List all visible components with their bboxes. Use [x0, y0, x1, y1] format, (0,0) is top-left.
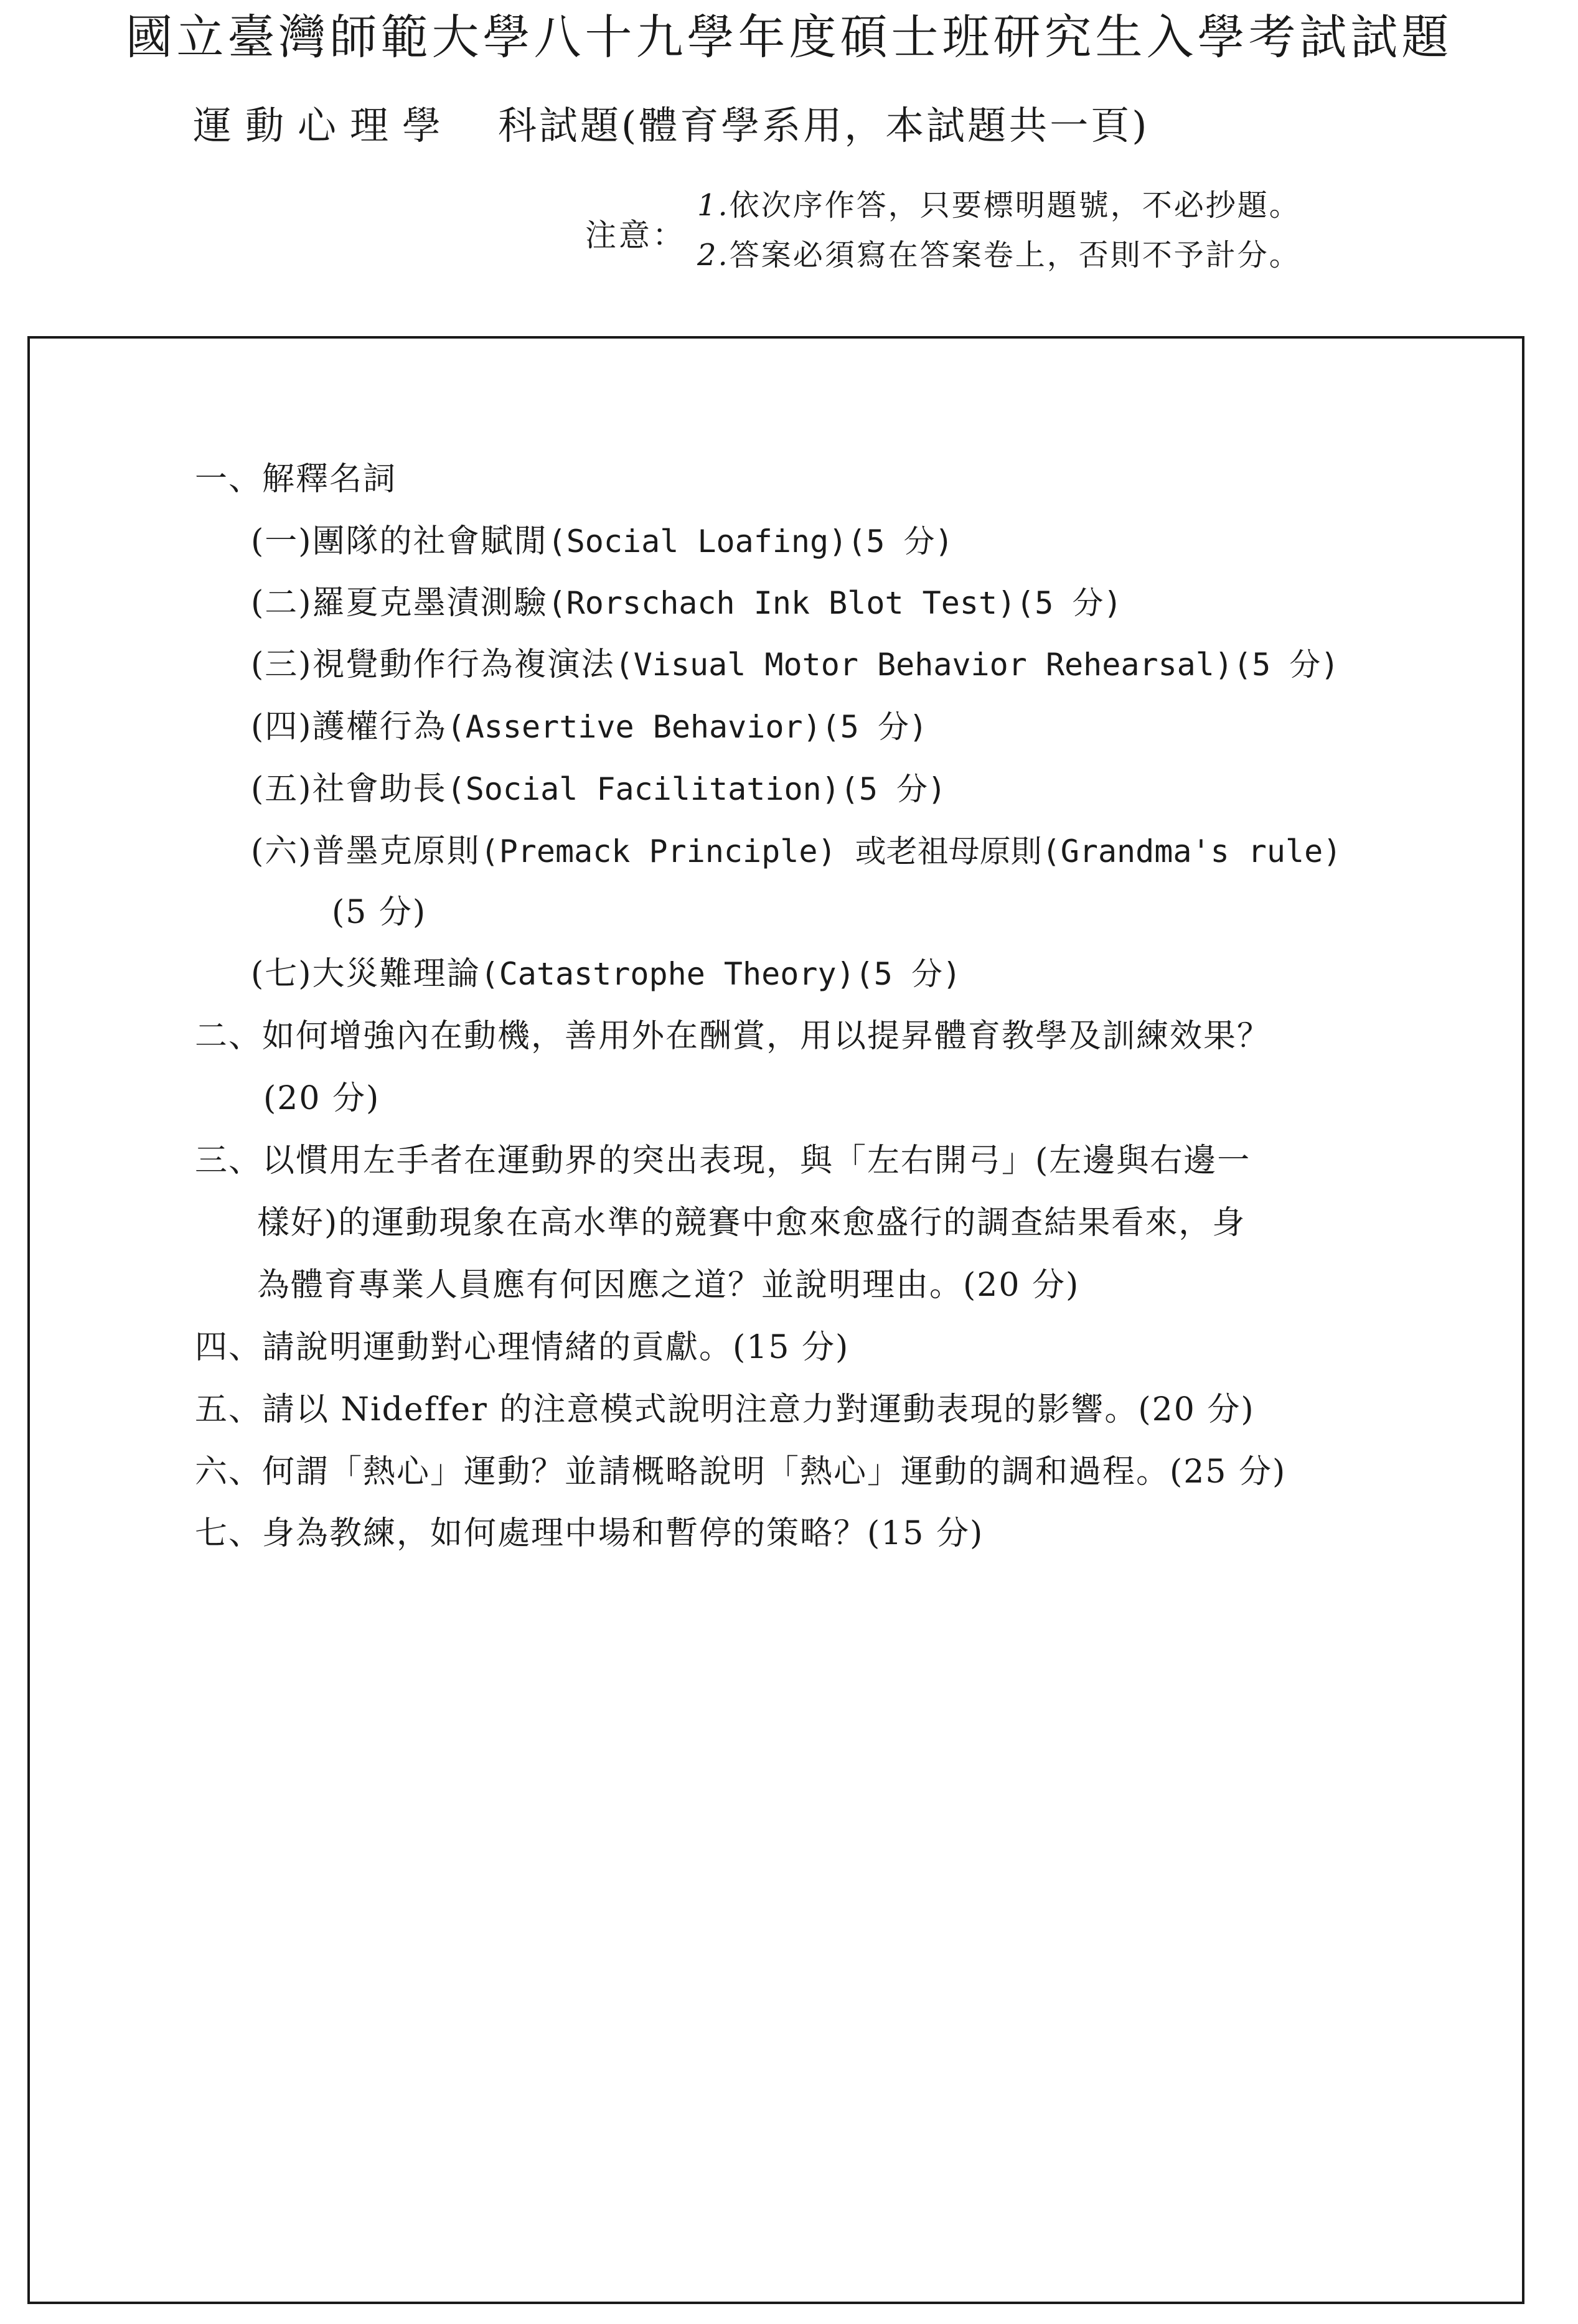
term-number: (二) [251, 584, 312, 622]
question-4: 四、請說明運動對心理情緒的貢獻。(15 分) [195, 1329, 850, 1366]
question-2-continuation: (20 分) [263, 1080, 380, 1117]
term-chinese: 視覺動作行為複演法 [312, 646, 615, 683]
exam-meta: 科試題(體育學系用，本試題共一頁) [498, 103, 1150, 148]
term-english: (Rorschach Ink Blot Test)(5 分) [547, 585, 1122, 621]
term-number: (五) [251, 771, 312, 808]
question-frame [27, 336, 1524, 2304]
instruction-number: 1. [697, 188, 730, 223]
term-chinese: 羅夏克墨漬測驗 [312, 584, 548, 622]
question-3-continuation: 樣好)的運動現象在高水準的競賽中愈來愈盛行的調查結果看來，身 [257, 1204, 1246, 1242]
instructions-label: 注意： [585, 217, 686, 253]
term-chinese: 普墨克原則 [312, 833, 481, 870]
term-chinese: 護權行為 [312, 708, 447, 746]
term-item [251, 835, 1341, 868]
term-number: (四) [251, 708, 312, 746]
instructions-list [697, 180, 1301, 280]
question-5: 五、請以 Nideffer 的注意模式說明注意力對運動表現的影響。(20 分) [195, 1391, 1255, 1428]
term-number: (三) [251, 646, 312, 683]
instruction-text: 依次序作答，只要標明題號，不必抄題。 [729, 188, 1301, 223]
term-item [251, 584, 1122, 622]
question-3-continuation: 為體育專業人員應有何因應之道？並說明理由。(20 分) [257, 1267, 1080, 1304]
question-content [30, 339, 1522, 2302]
instruction-number: 2. [697, 238, 730, 273]
term-continuation: (5 分) [332, 894, 427, 931]
term-chinese: 團隊的社會賦閒 [312, 523, 548, 560]
instruction-item [697, 180, 1301, 230]
exam-title: 國立臺灣師範大學八十九學年度碩士班研究生入學考試試題 [125, 9, 1453, 65]
term-english: (Social Facilitation)(5 分) [446, 771, 947, 807]
instruction-text: 答案必須寫在答案卷上，否則不予計分。 [729, 238, 1301, 273]
term-number: (六) [251, 833, 312, 870]
term-english: (Social Loafing)(5 分) [547, 523, 954, 560]
term-english: (Visual Motor Behavior Rehearsal)(5 分) [614, 647, 1340, 683]
term-item [251, 646, 1340, 683]
term-number: (一) [251, 523, 312, 560]
question-6: 六、何謂「熱心」運動？並請概略說明「熱心」運動的調和過程。(25 分) [195, 1453, 1287, 1491]
term-item [251, 708, 928, 746]
term-number: (七) [251, 955, 312, 993]
term-english: (Premack Principle) 或老祖母原則(Grandma's rule) [480, 833, 1342, 869]
term-item [251, 771, 947, 808]
term-english: (Catastrophe Theory)(5 分) [480, 956, 962, 992]
instruction-item [697, 230, 1301, 280]
term-english: (Assertive Behavior)(5 分) [446, 709, 928, 745]
term-item [251, 955, 962, 993]
question-2: 二、如何增強內在動機，善用外在酬賞，用以提昇體育教學及訓練效果？ [195, 1018, 1271, 1055]
exam-subheader [193, 103, 1149, 149]
subject-name: 運動心理學 [193, 103, 455, 148]
question-1-heading: 一、解釋名詞 [195, 461, 397, 498]
instructions [585, 180, 1556, 280]
term-item [251, 525, 954, 558]
term-chinese: 社會助長 [312, 771, 447, 808]
term-chinese: 大災難理論 [312, 955, 481, 993]
question-7: 七、身為教練，如何處理中場和暫停的策略？(15 分) [195, 1515, 984, 1552]
question-3: 三、以慣用左手者在運動界的突出表現，與「左右開弓」(左邊與右邊一 [195, 1142, 1251, 1179]
